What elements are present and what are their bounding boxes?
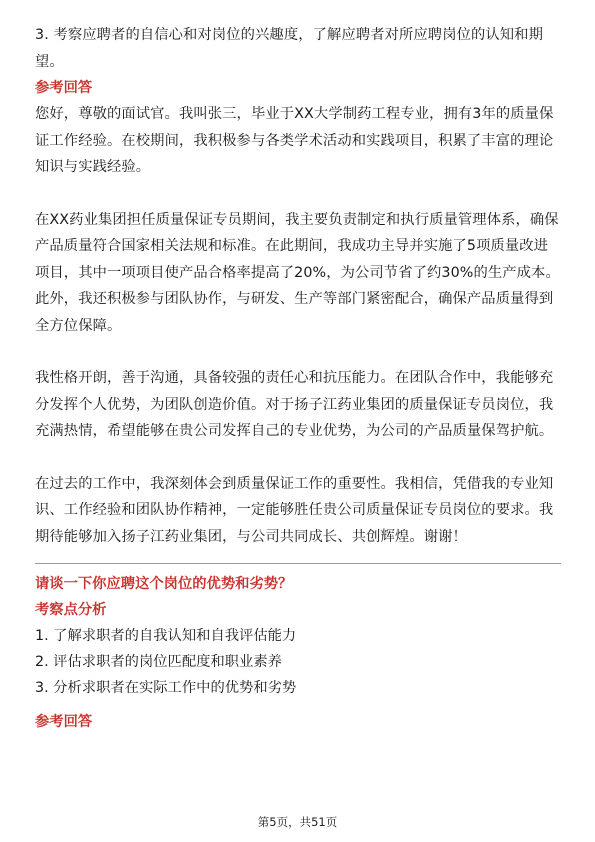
- paragraph-gap: [35, 339, 561, 365]
- interview-question: 请谈一下你应聘这个岗位的优势和劣势？: [35, 576, 293, 592]
- answer-paragraph-1: 您好，尊敬的面试官。我叫张三，毕业于XX大学制药工程专业，拥有3年的质量保证工作经验。在校期间，我积极参与各类学术活动和实践项目，积累了丰富的理论知识与实践经验。: [35, 106, 554, 175]
- page-content: [35, 22, 561, 735]
- analysis-item-3-continued: 3. 考察应聘者的自信心和对岗位的兴趣度，了解应聘者对所应聘岗位的认知和期望。: [35, 27, 543, 70]
- section-divider: [35, 563, 561, 564]
- spacer: [35, 701, 561, 709]
- page-number: 第5页，共51页: [257, 815, 338, 829]
- analysis-item-3: 3. 分析求职者在实际工作中的优势和劣势: [35, 680, 297, 696]
- answer-paragraph-4: 在过去的工作中，我深刻体会到质量保证工作的重要性。我相信，凭借我的专业知识、工作经验和团队协作精神，一定能够胜任贵公司质量保证专员岗位的要求。我期待能够加入扬子江药业集团，与公司共同成长、共创辉煌。谢谢！: [35, 475, 554, 545]
- reference-answer-label: 参考回答: [35, 80, 93, 96]
- paragraph-gap: [35, 181, 561, 207]
- analysis-item-2: 2. 评估求职者的岗位匹配度和职业素养: [35, 654, 282, 670]
- analysis-item-1: 1. 了解求职者的自我认知和自我评估能力: [35, 628, 297, 644]
- answer-paragraph-2: 在XX药业集团担任质量保证专员期间，我主要负责制定和执行质量管理体系，确保产品质量符合国家相关法规和标准。在此期间，我成功主导并实施了5项质量改进项目，其中一项项目使产品合格率提高了20%，为公司节省了约30%的生产成本。此外，我还积极参与团队协作，与研发、生产等部门紧密配合，确保产品质量得到全方位保障。: [35, 211, 560, 334]
- answer-paragraph-3: 我性格开朗，善于沟通，具备较强的责任心和抗压能力。在团队合作中，我能够充分发挥个人优势，为团队创造价值。对于扬子江药业集团的质量保证专员岗位，我充满热情，希望能够在贵公司发挥自己的专业优势，为公司的产品质量保驾护航。: [35, 370, 554, 439]
- paragraph-gap: [35, 445, 561, 471]
- reference-answer-label-2: 参考回答: [35, 714, 93, 730]
- analysis-label: 考察点分析: [35, 602, 107, 618]
